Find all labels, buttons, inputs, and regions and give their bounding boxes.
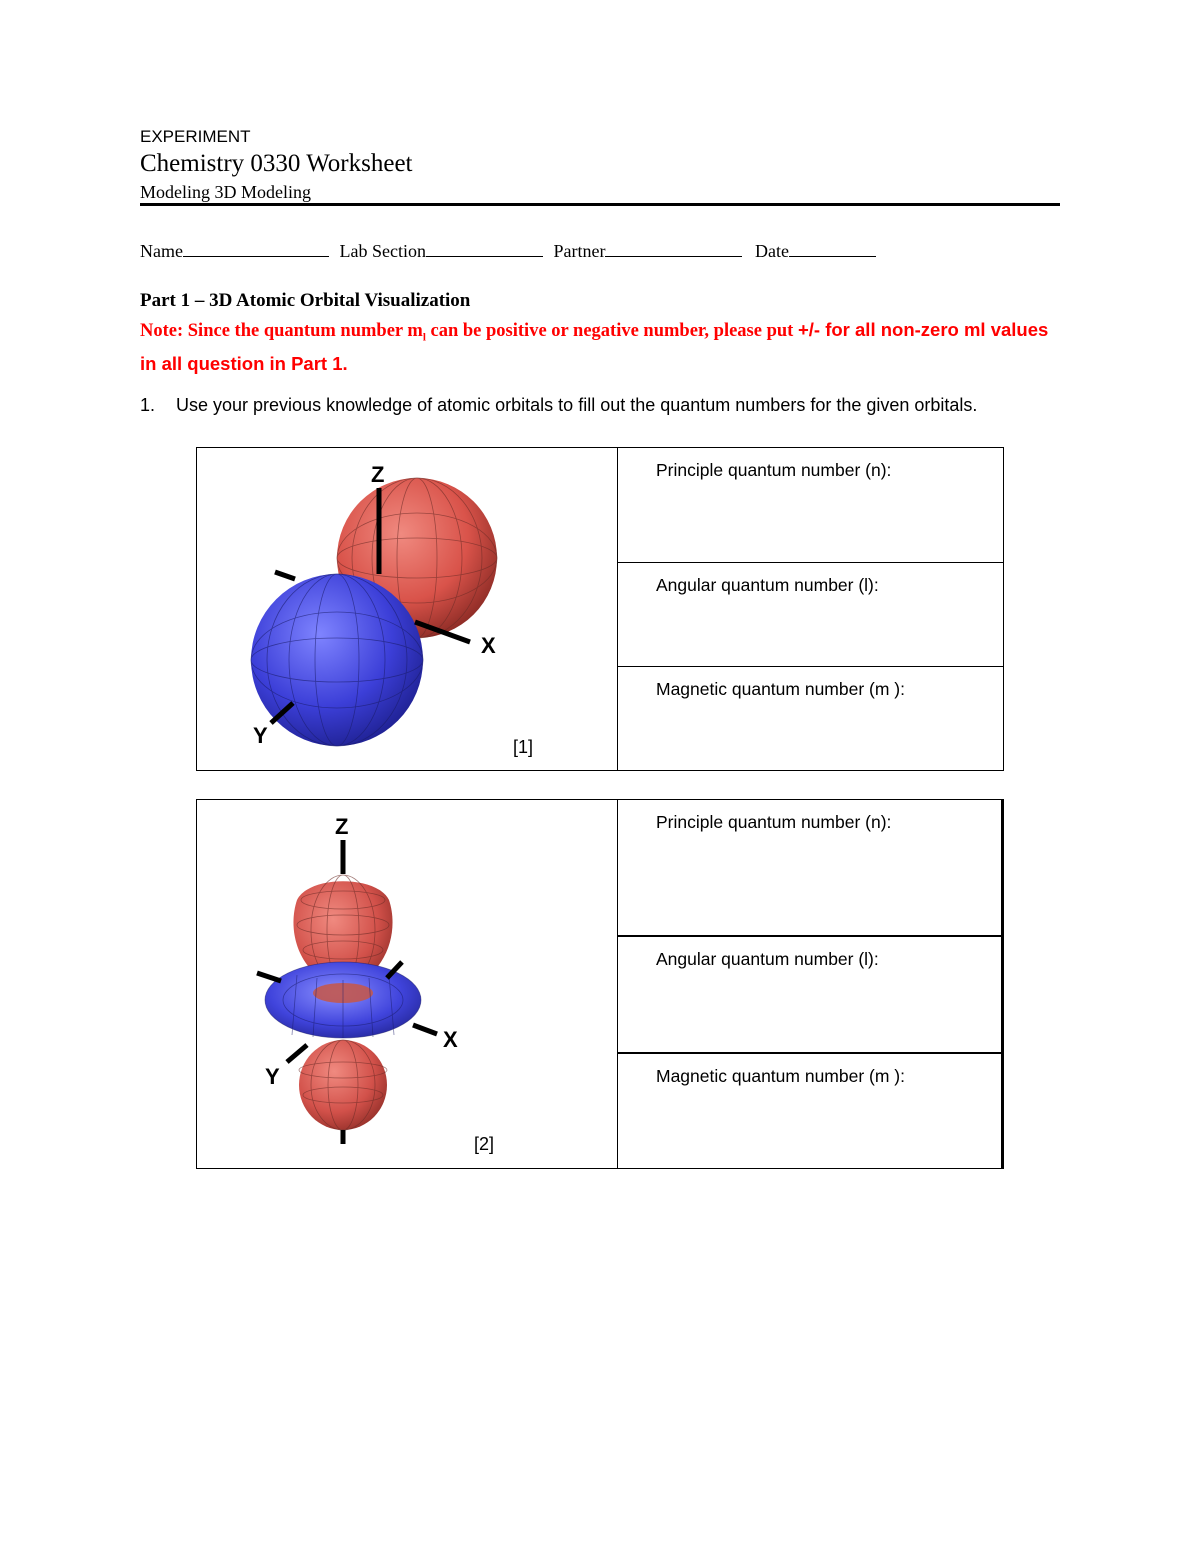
angular-label: Angular quantum number (l):: [656, 575, 879, 595]
z-axis-label: Z: [335, 814, 349, 839]
p-orbital-image: [197, 448, 618, 770]
dz2-orbital-image: [197, 800, 618, 1168]
magnetic-label: Magnetic quantum number (m ):: [656, 1066, 905, 1086]
note-tail: +/- for all non-zero ml values in all question in Part 1.: [140, 319, 1049, 374]
image-caption-1: [1]: [513, 737, 534, 757]
image-caption-2: [2]: [474, 1134, 495, 1154]
magnetic-row-1[interactable]: [618, 666, 1003, 770]
name-field[interactable]: [183, 238, 329, 257]
angular-row-1[interactable]: [618, 562, 1003, 666]
partner-label: Partner: [553, 241, 606, 261]
x-axis-line: [413, 1025, 437, 1034]
principle-row-2[interactable]: [618, 800, 1001, 935]
question-1: [140, 395, 977, 416]
lab-section-label: Lab Section: [339, 241, 426, 261]
orbital-image-cell-1: [197, 448, 618, 770]
note-subscript: l: [422, 331, 426, 344]
note-mid: can be positive or negative number, please put: [425, 321, 798, 341]
question-number: 1.: [140, 395, 156, 415]
magnetic-label: Magnetic quantum number (m ):: [656, 679, 905, 699]
blue-torus: [265, 962, 421, 1038]
orbital-image-cell-2: [197, 800, 618, 1168]
part-heading: Part 1 – 3D Atomic Orbital Visualization: [140, 290, 471, 311]
orbital-table-2: [196, 799, 1004, 1169]
quantum-rows-1: [618, 448, 1003, 770]
partner-field[interactable]: [605, 238, 742, 257]
y-axis-line: [287, 1045, 307, 1062]
x-axis-label: X: [481, 633, 496, 658]
instruction-note: [140, 317, 1060, 378]
student-info-fields: [140, 238, 876, 262]
worksheet-subtitle: Modeling 3D Modeling: [140, 182, 311, 202]
principle-label: Principle quantum number (n):: [656, 460, 892, 480]
question-text: Use your previous knowledge of atomic orbitals to fill out the quantum numbers for the given orbitals.: [176, 395, 978, 415]
y-axis-label: Y: [253, 723, 268, 748]
principle-label: Principle quantum number (n):: [656, 812, 892, 832]
y-axis-label: Y: [265, 1064, 280, 1089]
date-label: Date: [754, 241, 789, 261]
neg-x-axis-tick: [257, 973, 281, 981]
experiment-label: EXPERIMENT: [140, 127, 251, 146]
lab-section-field[interactable]: [426, 238, 543, 257]
date-field[interactable]: [789, 238, 876, 257]
magnetic-row-2[interactable]: [618, 1052, 1001, 1168]
header-rule: [140, 203, 1060, 206]
lower-red-lobe: [299, 1040, 387, 1130]
angular-label: Angular quantum number (l):: [656, 949, 879, 969]
quantum-rows-2: [618, 800, 1001, 1168]
orbital-table-1: [196, 447, 1004, 771]
note-lead: Note: Since the quantum number m: [140, 321, 423, 341]
name-label: Name: [140, 241, 183, 261]
principle-row-1[interactable]: [618, 448, 1003, 562]
x-axis-label: X: [443, 1027, 458, 1052]
z-axis-label: Z: [371, 462, 385, 487]
worksheet-title: Chemistry 0330 Worksheet: [140, 150, 413, 177]
angular-row-2[interactable]: [618, 935, 1001, 1052]
neg-x-axis-tick: [275, 572, 295, 579]
